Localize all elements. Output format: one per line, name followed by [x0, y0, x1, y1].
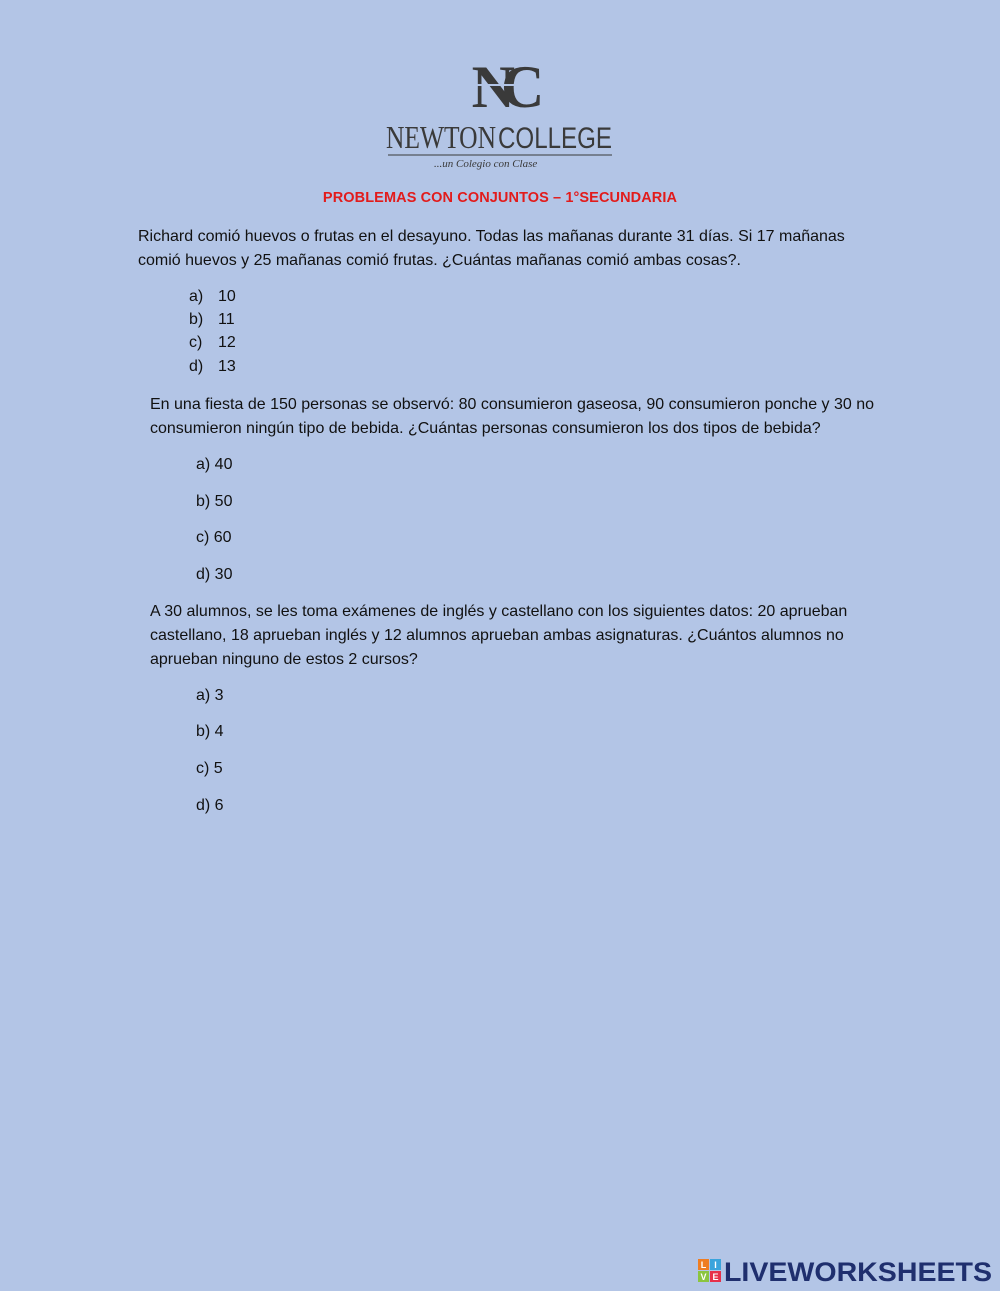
q1-option-c[interactable] — [189, 333, 236, 353]
option-letter: a) — [189, 288, 204, 305]
badge-letter: V — [700, 1272, 707, 1282]
page-title: PROBLEMAS CON CONJUNTOS – 1°SECUNDARIA — [322, 190, 678, 206]
q3-option-d[interactable]: d) 6 — [196, 797, 224, 814]
q2-option-c[interactable]: c) 60 — [196, 529, 232, 546]
option-value: 12 — [218, 334, 236, 351]
question-3-text: A 30 alumnos, se les toma exámenes de inglés y castellano con los siguientes datos: 20 aprueban castellano, 18 aprueban inglés y 12 alumnos aprueban ambas asignaturas. ¿Cuántos alumnos no aprueban ninguno de estos 2 cursos? — [150, 603, 848, 668]
option-letter: d) — [189, 358, 204, 375]
question-1-text: Richard comió huevos o frutas en el desayuno. Todas las mañanas durante 31 días. Si 17 mañanas comió huevos y 25 mañanas comió frutas. ¿Cuántas mañanas comió ambas cosas?. — [138, 228, 845, 269]
school-logo — [384, 55, 616, 175]
liveworksheets-logo[interactable] — [698, 1257, 994, 1285]
option-letter: b) — [189, 311, 204, 328]
q2-option-b[interactable]: b) 50 — [196, 493, 233, 510]
brand-wordmark: LIVEWORKSHEETS — [724, 1257, 992, 1287]
badge-letter: L — [700, 1260, 707, 1270]
q2-option-a[interactable]: a) 40 — [196, 456, 233, 473]
q1-option-b[interactable] — [189, 310, 235, 330]
logo-name-part1: NEWTON — [386, 119, 496, 155]
question-2-text: En una fiesta de 150 personas se observó: 80 consumieron gaseosa, 90 consumieron ponche y 30 no consumieron ningún tipo de bebida. ¿Cuántas personas consumieron los dos tipos de bebida? — [150, 396, 875, 437]
option-value: 13 — [218, 358, 236, 375]
q3-option-b[interactable]: b) 4 — [196, 723, 224, 740]
logo-tagline: ...un Colegio con Clase — [434, 158, 538, 170]
q2-option-d[interactable]: d) 30 — [196, 566, 233, 583]
option-value: 10 — [218, 288, 236, 305]
q3-option-c[interactable]: c) 5 — [196, 760, 223, 777]
logo-graphic — [384, 55, 616, 175]
logo-name-part2: COLLEGE — [498, 122, 612, 155]
option-value: 11 — [218, 311, 235, 328]
badge-letter: E — [712, 1272, 719, 1282]
q1-option-d[interactable] — [189, 357, 236, 377]
logo-monogram: NC — [471, 54, 531, 120]
liveworksheets-graphic — [698, 1257, 994, 1285]
q1-option-a[interactable] — [189, 287, 236, 307]
option-letter: c) — [189, 334, 203, 351]
badge-letter: I — [714, 1260, 717, 1270]
q3-option-a[interactable]: a) 3 — [196, 687, 224, 704]
